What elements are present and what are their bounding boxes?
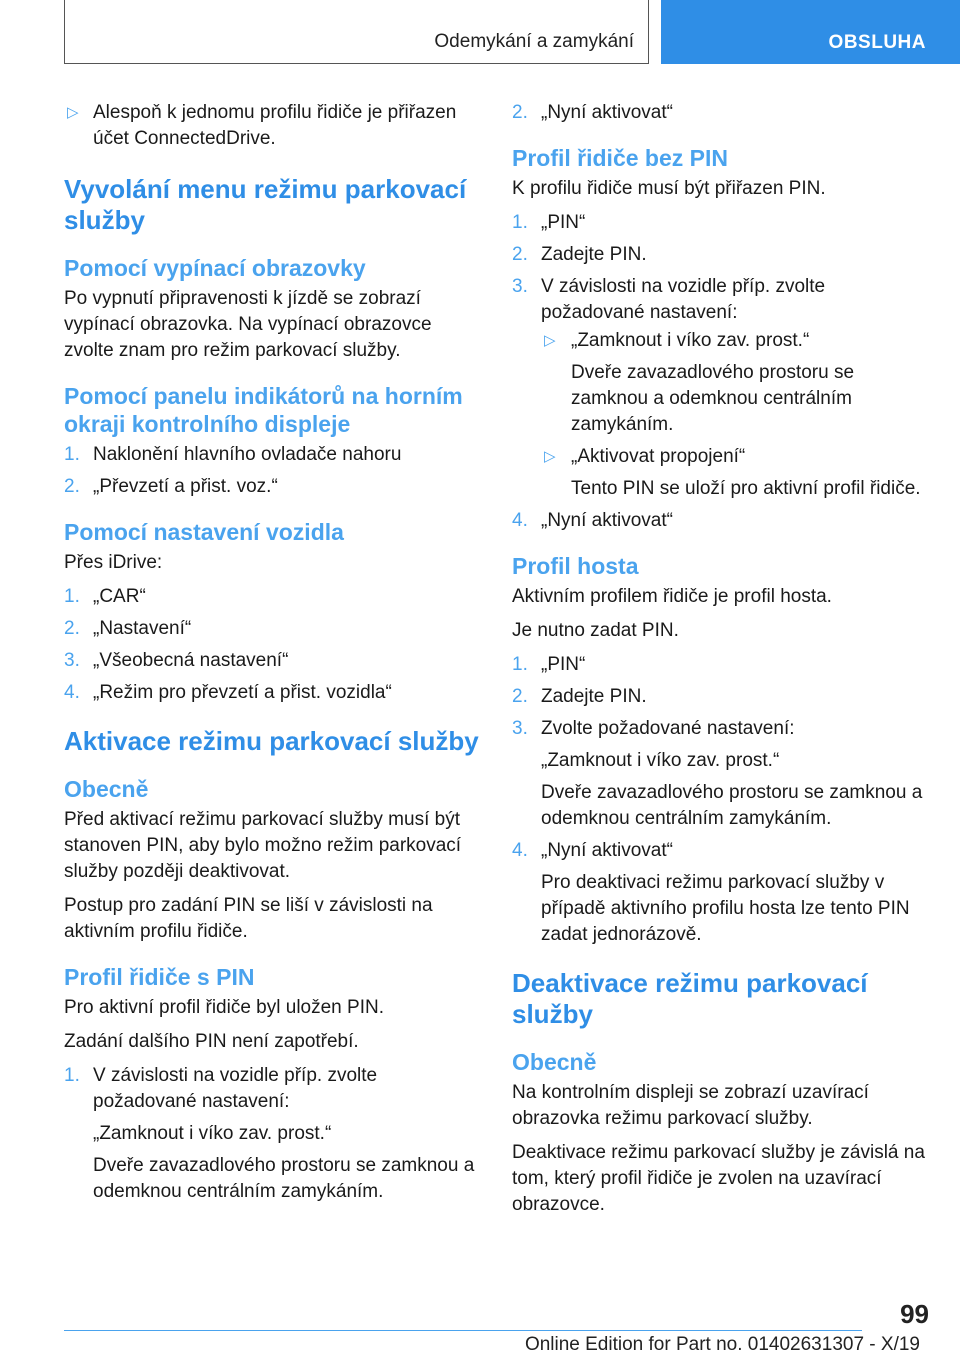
paragraph: Deaktivace režimu parkovací služby je závislá na tom, který profil řidiče je zvolen na uzavírací obrazovce. — [512, 1142, 925, 1215]
sub-bullet-list — [541, 328, 932, 502]
list-item: 2. Zadejte PIN. — [512, 684, 932, 710]
heading-call-menu: Vyvolání menu režimu parkovací služby — [64, 174, 467, 235]
list-item: 2. „Nyní aktivovat“ — [512, 100, 932, 126]
settings-steps — [64, 584, 484, 706]
step-number: 4. — [64, 682, 80, 703]
list-item: 1. „CAR“ — [64, 584, 484, 610]
paragraph: Po vypnutí připravenosti k jízdě se zobrazí vypínací obrazovka. Na vypínací obrazovce zvolte znam pro režim parkovací služby. — [64, 288, 432, 361]
heading-profile-without-pin: Profil řidiče bez PIN — [512, 145, 728, 171]
list-item: ▷ Alespoň k jednomu profilu řidiče je přiřazen účet ConnectedDrive. — [67, 102, 457, 149]
list-item: 3. V závislosti na vozidle příp. zvolte požadované nastavení: ▷ „Zamknout i víko zav. prost.“ Dveře zavazadlového prostoru se zamknou a odemknou centrálním zamykáním. ▷ „Aktivovat propojení“ Tento PIN se uloží pro aktivní profil řidiče. — [512, 274, 932, 502]
paragraph: Postup pro zadání PIN se liší v závislosti na aktivním profilu řidiče. — [64, 895, 433, 942]
list-item: 3. Zvolte požadované nastavení: „Zamknout i víko zav. prost.“ Dveře zavazadlového prostoru se zamknou a odemknou centrálním zamykáním. — [512, 716, 932, 832]
heading-profile-with-pin: Profil řidiče s PIN — [64, 964, 255, 990]
list-item: 2. „Převzetí a přist. voz.“ — [64, 474, 484, 500]
paragraph: Pro aktivní profil řidiče byl uložen PIN. — [64, 997, 384, 1018]
list-item: 4. „Nyní aktivovat“ — [512, 508, 932, 534]
step-number: 2. — [64, 618, 80, 639]
step-detail: Dveře zavazadlového prostoru se zamknou a odemknou centrálním zamykáním. — [541, 782, 923, 829]
list-item: 1. „PIN“ — [512, 210, 932, 236]
heading-guest-profile: Profil hosta — [512, 553, 639, 579]
heading-deactivate: Deaktivace režimu parkovací služby — [512, 968, 868, 1029]
paragraph: Na kontrolním displeji se zobrazí uzavírací obrazovka režimu parkovací služby. — [512, 1082, 869, 1129]
list-item: 4. „Nyní aktivovat“ Pro deaktivaci režimu parkovací služby v případě aktivního profilu hosta lze tento PIN zadat jednorázově. — [512, 838, 932, 948]
footer-divider — [64, 1330, 862, 1331]
header-chapter-box — [661, 0, 960, 64]
heading-general: Obecně — [64, 776, 149, 802]
step-detail: Tento PIN se uloží pro aktivní profil řidiče. — [571, 478, 921, 499]
step-number: 1. — [64, 1065, 80, 1086]
step-number: 1. — [512, 654, 528, 675]
triangle-right-icon: ▷ — [544, 332, 556, 349]
step-detail: „Zamknout i víko zav. prost.“ — [541, 750, 780, 771]
paragraph: K profilu řidiče musí být přiřazen PIN. — [512, 178, 826, 199]
paragraph: Aktivním profilem řidiče je profil hosta. — [512, 586, 832, 607]
pin-steps-continued — [512, 100, 932, 126]
paragraph: Před aktivací režimu parkovací služby musí být stanoven PIN, aby bylo možno režim parkovací služby později deaktivovat. — [64, 809, 462, 882]
step-number: 1. — [512, 212, 528, 233]
list-item: 3. „Všeobecná nastavení“ — [64, 648, 484, 674]
step-number: 2. — [512, 244, 528, 265]
intro-list — [64, 100, 484, 152]
list-item: ▷ „Zamknout i víko zav. prost.“ Dveře zavazadlového prostoru se zamknou a odemknou centrálním zamykáním. — [541, 328, 932, 438]
paragraph: Přes iDrive: — [64, 552, 163, 573]
step-number: 3. — [64, 650, 80, 671]
page-number: 99 — [900, 1299, 929, 1329]
right-column — [512, 100, 932, 1226]
header-section-title: Odemykání a zamykání — [434, 31, 634, 52]
heading-indicator-panel: Pomocí panelu indikátorů na horním okraji kontrolního displeje — [64, 383, 463, 437]
step-detail: „Zamknout i víko zav. prost.“ — [93, 1123, 332, 1144]
list-item: 2. Zadejte PIN. — [512, 242, 932, 268]
list-item: ▷ „Aktivovat propojení“ Tento PIN se uloží pro aktivní profil řidiče. — [541, 444, 932, 502]
guest-steps — [512, 652, 932, 948]
header-chapter-title: OBSLUHA — [828, 32, 926, 53]
triangle-right-icon: ▷ — [67, 104, 79, 121]
list-item: 1. V závislosti na vozidle příp. zvolte požadované nastavení: „Zamknout i víko zav. prost.“ Dveře zavazadlového prostoru se zamknou a odemknou centrálním zamykáním. — [64, 1063, 484, 1205]
list-item: 1. „PIN“ — [512, 652, 932, 678]
heading-switch-screen: Pomocí vypínací obrazovky — [64, 255, 366, 281]
heading-general: Obecně — [512, 1049, 597, 1075]
step-number: 2. — [64, 476, 80, 497]
step-number: 1. — [64, 444, 80, 465]
paragraph: Je nutno zadat PIN. — [512, 620, 679, 641]
step-detail: Pro deaktivaci režimu parkovací služby v případě aktivního profilu hosta lze tento PIN zadat jednorázově. — [541, 872, 910, 945]
step-number: 3. — [512, 276, 528, 297]
heading-activate: Aktivace režimu parkovací služby — [64, 726, 479, 756]
panel-steps — [64, 442, 484, 500]
nopin-steps — [512, 210, 932, 534]
step-detail: Dveře zavazadlového prostoru se zamknou a odemknou centrálním zamykáním. — [571, 362, 855, 435]
step-number: 2. — [512, 102, 528, 123]
step-number: 1. — [64, 586, 80, 607]
step-number: 2. — [512, 686, 528, 707]
pin-steps — [64, 1063, 484, 1205]
step-detail: Dveře zavazadlového prostoru se zamknou a odemknou centrálním zamykáním. — [93, 1155, 475, 1202]
left-column — [64, 100, 484, 1213]
step-number: 3. — [512, 718, 528, 739]
list-item: 2. „Nastavení“ — [64, 616, 484, 642]
step-number: 4. — [512, 510, 528, 531]
footer-edition: Online Edition for Part no. 01402631307 - X/19 — [524, 1334, 920, 1355]
step-number: 4. — [512, 840, 528, 861]
list-item: 4. „Režim pro převzetí a přist. vozidla“ — [64, 680, 484, 706]
header-section-box — [64, 0, 649, 64]
list-item: 1. Naklonění hlavního ovladače nahoru — [64, 442, 484, 468]
paragraph: Zadání dalšího PIN není zapotřebí. — [64, 1031, 359, 1052]
heading-vehicle-settings: Pomocí nastavení vozidla — [64, 519, 344, 545]
triangle-right-icon: ▷ — [544, 448, 556, 465]
